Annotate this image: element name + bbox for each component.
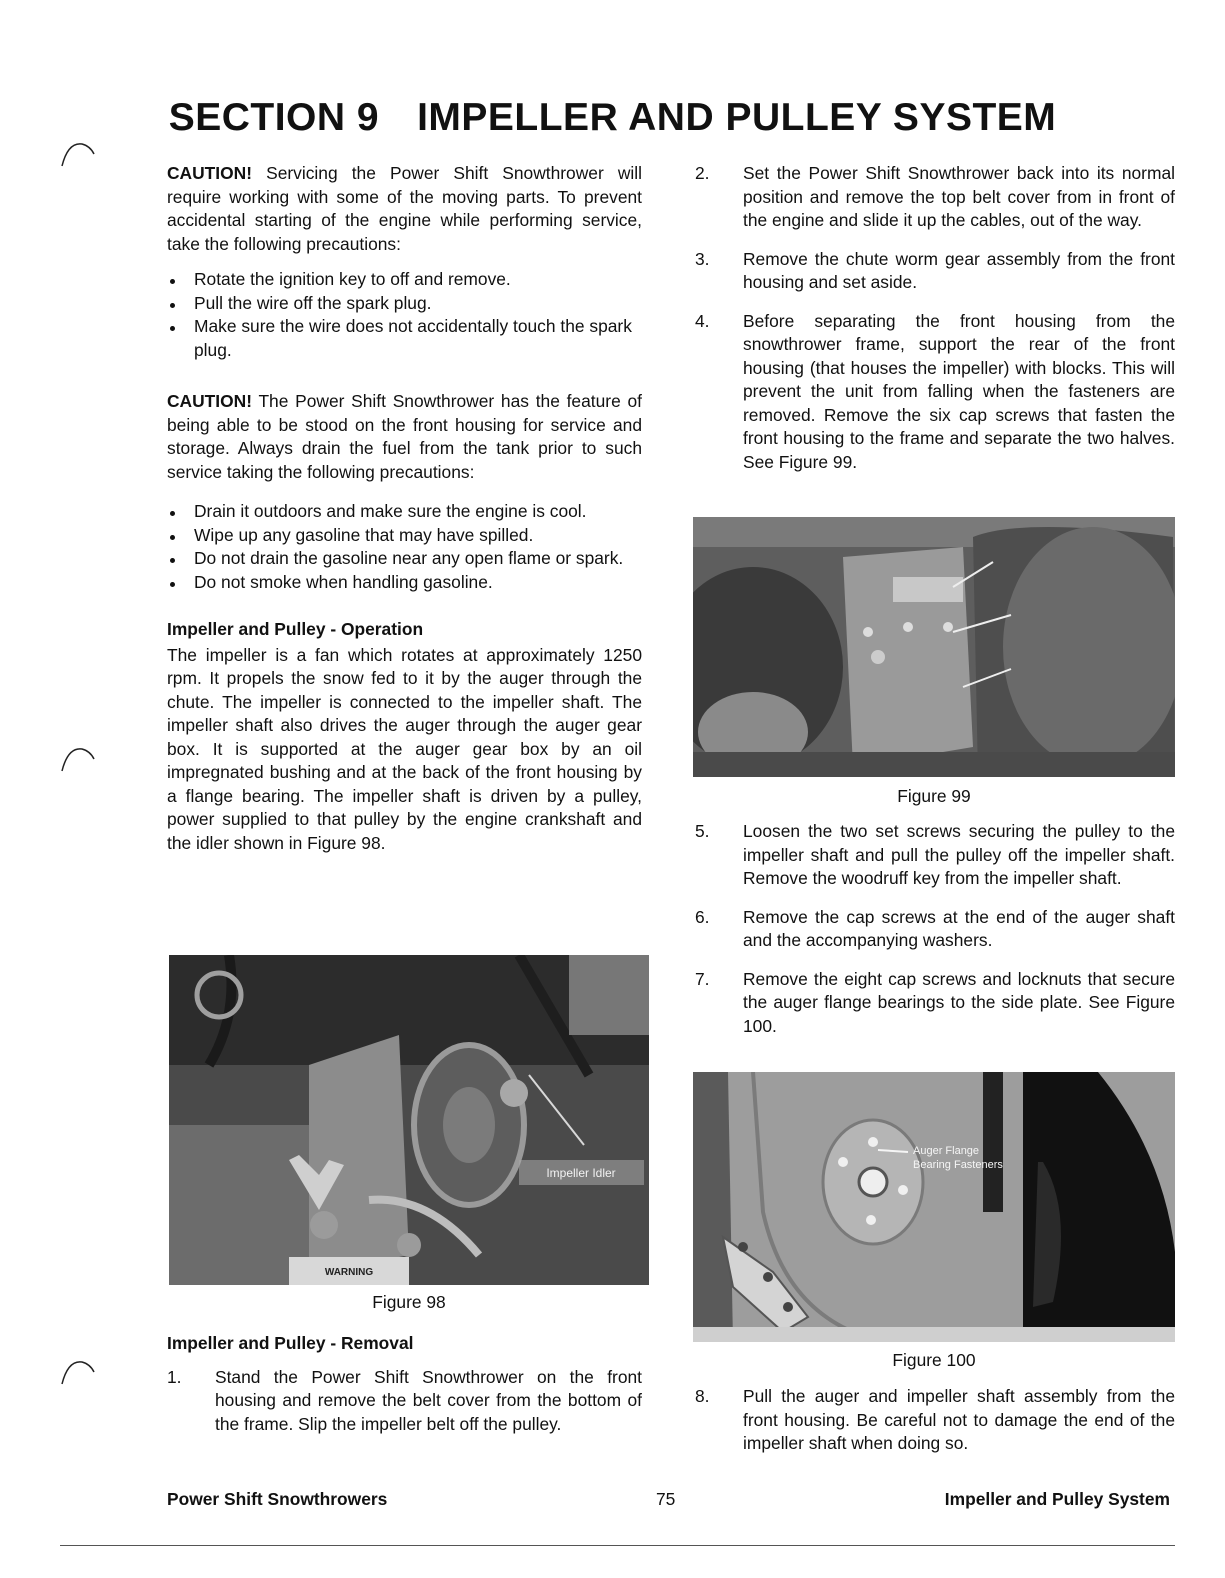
step-item xyxy=(695,310,1175,475)
step-item xyxy=(695,1385,1175,1456)
page-title xyxy=(0,96,1225,140)
step-number: 1. xyxy=(167,1366,182,1387)
caution-text: Servicing the Power Shift Snowthrower will require working with some of the moving parts. To prevent accidental starting of the engine while performing service, take the following precautions: xyxy=(167,163,642,254)
step-text: Pull the auger and impeller shaft assembly from the front housing. Be careful not to damage the end of the impeller shaft when doing so. xyxy=(743,1386,1175,1453)
caution-paragraph xyxy=(167,390,642,484)
figure-99-photo xyxy=(693,517,1175,777)
step-number: 3. xyxy=(695,248,710,269)
impeller-idler-label: Impeller Idler xyxy=(546,1166,616,1180)
step-text: Remove the cap screws at the end of the auger shaft and the accompanying washers. xyxy=(743,906,1175,950)
step-number: 5. xyxy=(695,821,710,841)
removal-heading: Impeller and Pulley - Removal xyxy=(167,1333,414,1353)
section-name: IMPELLER AND PULLEY SYSTEM xyxy=(417,96,1057,139)
figure-98-caption: Figure 98 xyxy=(372,1292,446,1312)
list-item: Rotate the ignition key to off and remove. xyxy=(167,268,642,292)
step-item xyxy=(695,248,1175,295)
step-text: Stand the Power Shift Snowthrower on the front housing and remove the belt cover from the bottom of the frame. Slip the impeller belt off the pulley. xyxy=(215,1366,642,1434)
step-number: 8. xyxy=(695,1386,710,1406)
housing-separation-illustration xyxy=(693,517,1175,777)
figure-99-caption: Figure 99 xyxy=(897,786,971,806)
fuel-precaution-list xyxy=(167,500,642,594)
list-item: Do not drain the gasoline near any open flame or spark. xyxy=(167,547,642,571)
step-text: Set the Power Shift Snowthrower back into its normal position and remove the top belt cover from in front of the engine and slide it up the cables, out of the way. xyxy=(743,163,1175,230)
page-number: 75 xyxy=(656,1489,676,1509)
removal-section xyxy=(167,1332,642,1436)
list-item: Make sure the wire does not accidentally touch the spark plug. xyxy=(167,315,642,362)
caution-text: The Power Shift Snowthrower has the feature of being able to be stood on the front housing for service and storage. Always drain the fuel from the tank prior to such service taking the following precautions: xyxy=(167,391,642,482)
auger-flange-illustration xyxy=(693,1072,1175,1342)
impeller-idler-illustration xyxy=(169,955,649,1285)
warning-decal-text: WARNING xyxy=(324,1267,374,1278)
section-number: SECTION 9 xyxy=(168,96,380,139)
precaution-list xyxy=(167,268,642,362)
caution-label: CAUTION! xyxy=(167,391,253,411)
step-number: 6. xyxy=(695,906,710,927)
footer-title: Power Shift Snowthrowers xyxy=(167,1489,388,1509)
list-item: Do not smoke when handling gasoline. xyxy=(167,571,642,595)
step-item xyxy=(167,1366,642,1437)
left-column xyxy=(167,162,642,855)
step-text: Remove the eight cap screws and locknuts that secure the auger flange bearings to the side plate. See Figure 100. xyxy=(743,968,1175,1036)
step-item xyxy=(695,906,1175,953)
operation-paragraph: The impeller is a fan which rotates at approximately 1250 rpm. It propels the snow fed to it by the auger through the chute. The impeller is connected to the impeller shaft. The impeller shaft also drives the auger through the auger gear box. It is supported at the auger gear box by an oil impregnated bushing and at the back of the front housing by a flange bearing. The impeller shaft is driven by a pulley, power supplied to that pulley by the engine crankshaft and the idler shown in Figure 98. xyxy=(167,644,642,853)
footer-section: Impeller and Pulley System xyxy=(944,1489,1170,1509)
operation-heading: Impeller and Pulley - Operation xyxy=(167,619,424,639)
list-item: Drain it outdoors and make sure the engine is cool. xyxy=(167,500,642,524)
list-item: Wipe up any gasoline that may have spilled. xyxy=(167,524,642,548)
step-item xyxy=(695,820,1175,891)
step-number: 4. xyxy=(695,310,710,331)
binder-hole-mark xyxy=(58,745,98,775)
binder-hole-mark xyxy=(58,1358,98,1388)
step-item xyxy=(695,162,1175,233)
step-text: Before separating the front housing from the snowthrower frame, support the rear of the front housing (that houses the impeller) with blocks. This will prevent the unit from falling when the fasteners are removed. Remove the six cap screws that fasten the front housing to the frame and separate the two halves. See Figure 99. xyxy=(743,310,1175,472)
step-item xyxy=(695,968,1175,1039)
caution-label: CAUTION! xyxy=(167,163,253,183)
auger-flange-label-line2: Bearing Fasteners xyxy=(913,1159,1003,1171)
right-column-middle xyxy=(695,820,1175,1038)
figure-98-photo xyxy=(169,955,649,1285)
auger-flange-label-line1: Auger Flange xyxy=(913,1145,980,1157)
list-item: Pull the wire off the spark plug. xyxy=(167,292,642,316)
step-text: Remove the chute worm gear assembly from the front housing and set aside. xyxy=(743,248,1175,292)
caution-paragraph xyxy=(167,162,642,256)
figure-100-photo xyxy=(693,1072,1175,1342)
binder-hole-mark xyxy=(58,140,98,170)
right-column-lower xyxy=(695,1385,1175,1456)
right-column-upper xyxy=(695,162,1175,474)
footer-rule xyxy=(60,1545,1175,1546)
step-number: 2. xyxy=(695,163,710,183)
figure-100-caption: Figure 100 xyxy=(892,1350,976,1370)
step-text: Loosen the two set screws securing the pulley to the impeller shaft and pull the pulley off the impeller shaft. Remove the woodruff key from the impeller shaft. xyxy=(743,821,1175,888)
step-number: 7. xyxy=(695,968,710,989)
